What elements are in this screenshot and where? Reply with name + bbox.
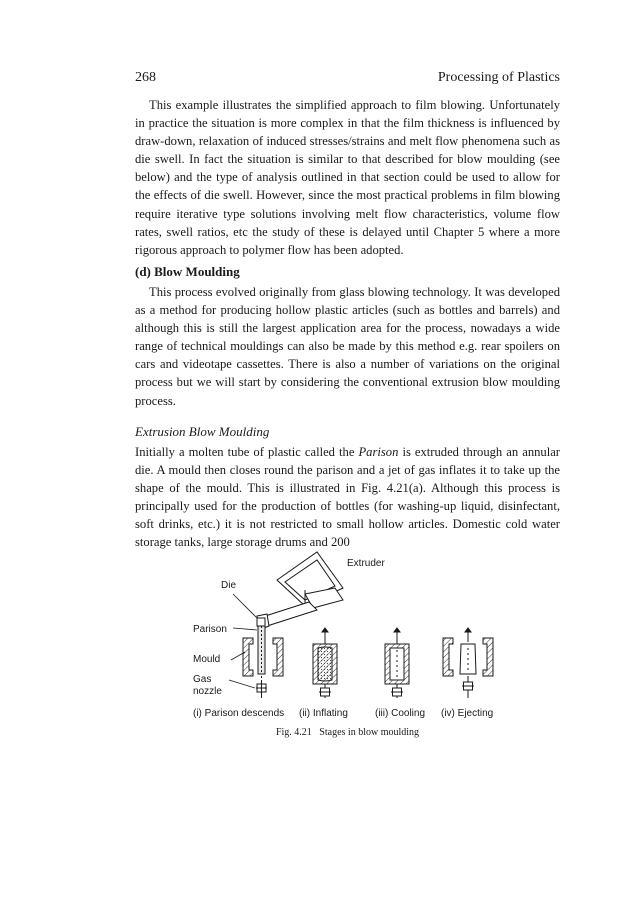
paragraph-text: This example illustrates the simplified approach to film blowing. Unfortunately in practice the situation is more complex in that the film thickness is influenced by draw-down, relaxation of induced stresses/strains and melt flow phenomena such as die swell. In fact the situation is similar to that described for blow moulding (see below) and the type of analysis outlined in that section could be used to allow for the effects of die swell. However, since the most practical problems in film blowing require iterative type solutions involving melt flow characteristics, volume flow rates, swell ratios, etc the study of these is delayed until Chapter 5 where a more rigorous approach to polymer flow has been adopted. xyxy=(135,98,560,257)
subsection-heading: Extrusion Blow Moulding xyxy=(135,424,270,439)
label-mould: Mould xyxy=(193,654,221,665)
page-number: 268 xyxy=(135,70,156,85)
stage-iii-mould xyxy=(385,628,409,698)
stage-label-i: (i) Parison descends xyxy=(193,708,285,719)
label-extruder: Extruder xyxy=(347,558,385,569)
label-parison: Parison xyxy=(193,624,227,635)
figure-caption: Fig. 4.21 Stages in blow moulding xyxy=(275,727,420,738)
figure-blow-moulding-stages xyxy=(185,548,515,728)
stage-ii-mould xyxy=(313,628,337,698)
label-die: Die xyxy=(221,580,237,591)
running-head xyxy=(135,70,560,90)
paragraph-film-blowing xyxy=(135,96,560,259)
running-title: Processing of Plastics xyxy=(437,70,560,85)
section-heading: (d) Blow Moulding xyxy=(135,264,240,279)
paragraph-text-start: Initially a molten tube of plastic called the xyxy=(135,445,359,459)
paragraph-blow-moulding xyxy=(135,283,560,410)
paragraph-extrusion-blow-moulding xyxy=(135,443,560,552)
label-gas: Gas xyxy=(193,674,212,685)
stage-iv-mould xyxy=(443,628,493,698)
paragraph-text: This process evolved originally from glass blowing technology. It was developed as a method for producing hollow plastic articles (such as bottles and barrels) and although this is still the largest application area for the process, nowadays a wide range of technical mouldings can also be made by this method e.g. rear spoilers on cars and videotape cassettes. There is also a number of variations on the original process but we will start by considering the conventional extrusion blow moulding process. xyxy=(135,285,560,408)
stage-label-iii: (iii) Cooling xyxy=(375,708,426,719)
blow-moulding-diagram xyxy=(185,548,515,728)
paragraph-text-rest: is extruded through an annular die. A mould then closes round the parison and a jet of gas inflates it to take up the shape of the mould. This is illustrated in Fig. 4.21(a). Although this process is principally used for the production of bottles (for washing-up liquid, disinfectant, soft drinks, etc.) it is not restricted to small hollow articles. Domestic cold water storage tanks, large storage drums and 200 xyxy=(135,445,561,550)
stage-label-iv: (iv) Ejecting xyxy=(441,708,494,719)
label-nozzle: nozzle xyxy=(193,686,222,697)
parison-term: Parison xyxy=(358,445,399,459)
stage-label-ii: (ii) Inflating xyxy=(299,708,348,719)
paragraph-text xyxy=(135,443,560,552)
